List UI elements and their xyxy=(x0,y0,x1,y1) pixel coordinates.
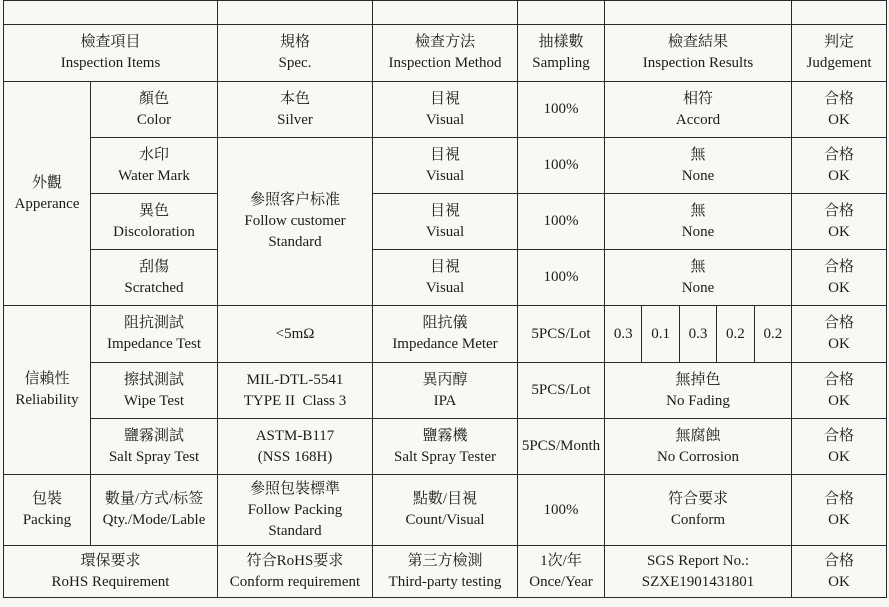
item-cell: 異色 Discoloration xyxy=(91,194,218,250)
result-cell: 無 None xyxy=(605,194,792,250)
method-cell: 目視 Visual xyxy=(373,138,518,194)
header-method: 檢查方法 Inspection Method xyxy=(373,25,518,82)
table-row xyxy=(4,250,887,306)
result-value: 0.2 xyxy=(717,306,754,362)
group-packing: 包裝 Packing xyxy=(4,475,91,546)
group-rohs: 環保要求 RoHS Requirement xyxy=(4,546,218,598)
sampling-cell: 100% xyxy=(518,250,605,306)
top-spacer-row xyxy=(4,1,887,25)
item-cell: 擦拭測試 Wipe Test xyxy=(91,363,218,419)
item-cell: 刮傷 Scratched xyxy=(91,250,218,306)
group-reliability: 信賴性 Reliability xyxy=(4,306,91,475)
result-values-cell xyxy=(605,306,792,363)
judgement-cell: 合格 OK xyxy=(792,546,887,598)
group-appearance: 外觀 Apperance xyxy=(4,82,91,306)
spec-cell: MIL-DTL-5541 TYPE II Class 3 xyxy=(218,363,373,419)
sampling-cell: 5PCS/Lot xyxy=(518,306,605,363)
header-sampling: 抽樣數 Sampling xyxy=(518,25,605,82)
table-row xyxy=(4,363,887,419)
judgement-cell: 合格 OK xyxy=(792,363,887,419)
result-cell: 無 None xyxy=(605,250,792,306)
result-value: 0.3 xyxy=(680,306,717,362)
method-cell: 目視 Visual xyxy=(373,250,518,306)
item-cell: 數量/方式/标签 Qty./Mode/Lable xyxy=(91,475,218,546)
judgement-cell: 合格 OK xyxy=(792,194,887,250)
item-cell: 水印 Water Mark xyxy=(91,138,218,194)
table-row xyxy=(4,82,887,138)
sampling-cell: 100% xyxy=(518,475,605,546)
judgement-cell: 合格 OK xyxy=(792,419,887,475)
judgement-cell: 合格 OK xyxy=(792,475,887,546)
result-cell: 無腐蝕 No Corrosion xyxy=(605,419,792,475)
method-cell: 鹽霧機 Salt Spray Tester xyxy=(373,419,518,475)
header-judgement: 判定 Judgement xyxy=(792,25,887,82)
spec-cell: 符合RoHS要求 Conform requirement xyxy=(218,546,373,598)
judgement-cell: 合格 OK xyxy=(792,306,887,363)
method-cell: 目視 Visual xyxy=(373,82,518,138)
result-value: 0.2 xyxy=(763,325,783,342)
judgement-cell: 合格 OK xyxy=(792,250,887,306)
result-cell: 無 None xyxy=(605,138,792,194)
table-row xyxy=(4,306,887,363)
result-cell: 無掉色 No Fading xyxy=(605,363,792,419)
sampling-cell: 100% xyxy=(518,138,605,194)
sampling-cell: 100% xyxy=(518,82,605,138)
table-row xyxy=(4,194,887,250)
header-results: 檢查結果 Inspection Results xyxy=(605,25,792,82)
method-cell: 阻抗儀 Impedance Meter xyxy=(373,306,518,363)
result-cell: 符合要求 Conform xyxy=(605,475,792,546)
result-value: 0.1 xyxy=(642,306,679,362)
header-items: 檢查項目 Inspection Items xyxy=(4,25,218,82)
spec-cell: 本色 Silver xyxy=(218,82,373,138)
sampling-cell: 1次/年 Once/Year xyxy=(518,546,605,598)
table-row xyxy=(4,546,887,598)
table-row xyxy=(4,475,887,546)
header-row xyxy=(4,25,887,82)
inspection-table xyxy=(3,0,887,598)
item-cell: 鹽霧測試 Salt Spray Test xyxy=(91,419,218,475)
judgement-cell: 合格 OK xyxy=(792,138,887,194)
result-value: 0.3 xyxy=(605,306,642,362)
judgement-cell: 合格 OK xyxy=(792,82,887,138)
result-cell: 相符 Accord xyxy=(605,82,792,138)
spec-cell: <5mΩ xyxy=(218,306,373,363)
item-cell: 阻抗測試 Impedance Test xyxy=(91,306,218,363)
method-cell: 第三方檢測 Third-party testing xyxy=(373,546,518,598)
spec-cell: ASTM-B117 (NSS 168H) xyxy=(218,419,373,475)
method-cell: 目視 Visual xyxy=(373,194,518,250)
header-spec: 規格 Spec. xyxy=(218,25,373,82)
sampling-cell: 100% xyxy=(518,194,605,250)
result-cell: SGS Report No.: SZXE1901431801 xyxy=(605,546,792,598)
table-row xyxy=(4,419,887,475)
table-row xyxy=(4,138,887,194)
sampling-cell: 5PCS/Month xyxy=(518,419,605,475)
item-cell: 顏色 Color xyxy=(91,82,218,138)
sampling-cell: 5PCS/Lot xyxy=(518,363,605,419)
method-cell: 點數/目視 Count/Visual xyxy=(373,475,518,546)
spec-cell-shared: 參照客户标准 Follow customer Standard xyxy=(218,138,373,306)
method-cell: 異丙醇 IPA xyxy=(373,363,518,419)
spec-cell: 參照包裝標準 Follow Packing Standard xyxy=(218,475,373,546)
